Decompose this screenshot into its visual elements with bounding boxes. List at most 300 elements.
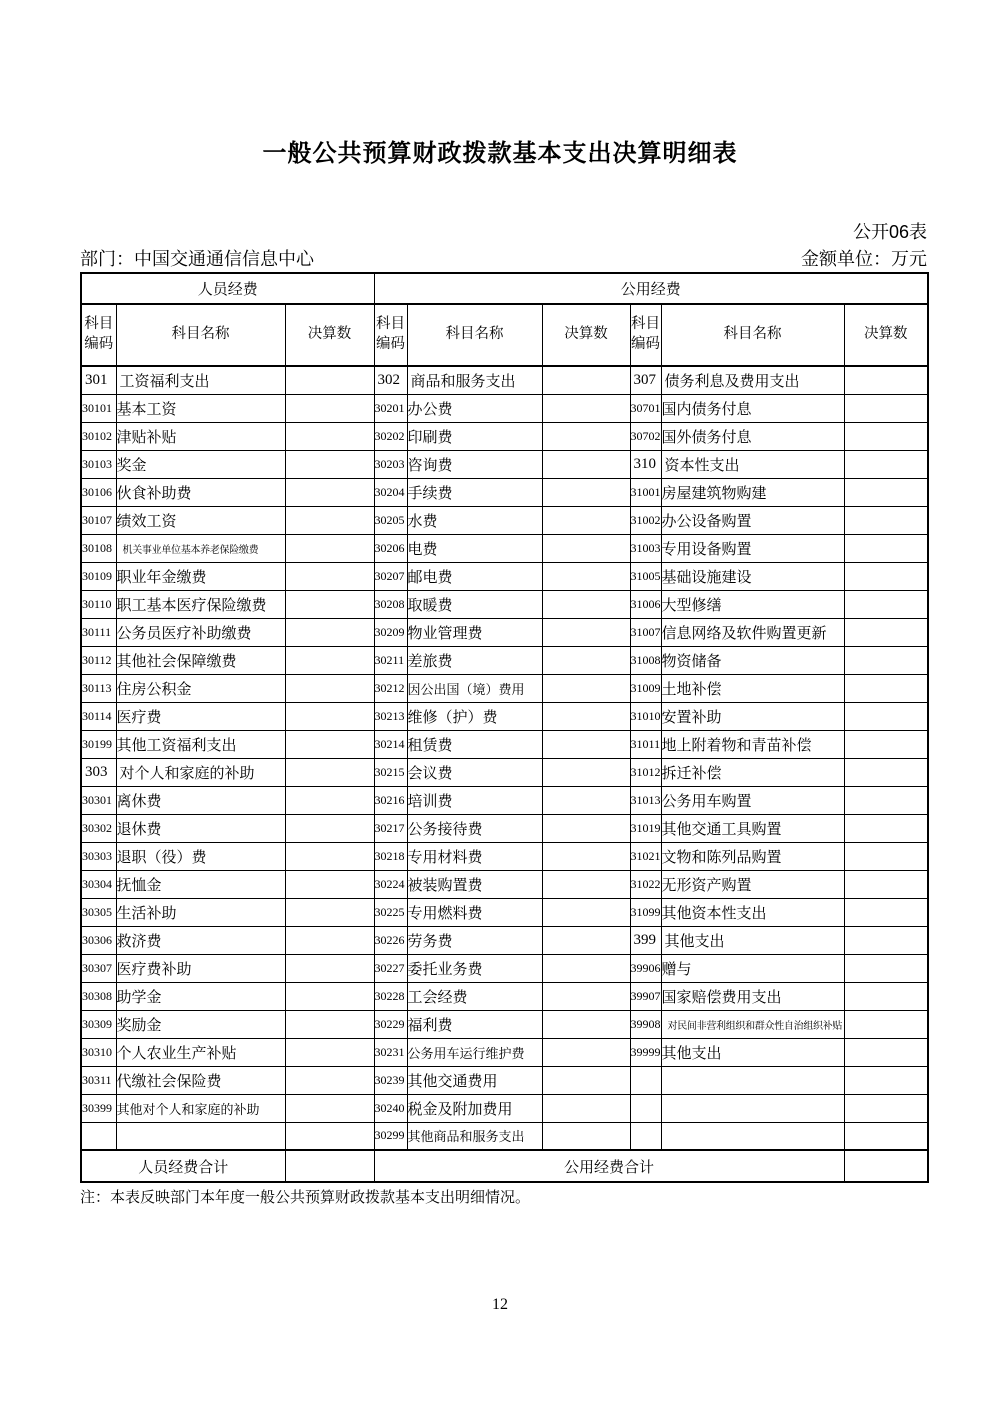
cell-subject-code: 30308 [81, 982, 116, 1010]
cell-subject-code: 30211 [374, 646, 407, 674]
cell-subject-code: 30225 [374, 898, 407, 926]
cell-subject-name: 信息网络及软件购置更新 [661, 618, 844, 646]
cell-final-account-value [285, 870, 374, 898]
cell-subject-code: 39907 [630, 982, 661, 1010]
cell-subject-name: 公务员医疗补助缴费 [116, 618, 285, 646]
cell-final-account-value [285, 534, 374, 562]
cell-final-account-value [285, 702, 374, 730]
cell-final-account-value [542, 394, 630, 422]
cell-final-account-value [285, 954, 374, 982]
table-row [81, 702, 928, 730]
cell-subject-name: 维修（护）费 [407, 702, 542, 730]
cell-final-account-value [844, 506, 928, 534]
cell-subject-name: 资本性支出 [661, 450, 844, 478]
cell-final-account-value [285, 926, 374, 954]
cell-final-account-value [542, 1066, 630, 1094]
cell-subject-code: 30305 [81, 898, 116, 926]
cell-final-account-value [844, 898, 928, 926]
cell-final-account-value [285, 982, 374, 1010]
cell-final-account-value [844, 786, 928, 814]
cell-subject-name: 因公出国（境）费用 [407, 674, 542, 702]
table-row [81, 1094, 928, 1122]
cell-subject-name: 工资福利支出 [116, 366, 285, 394]
cell-final-account-value [844, 366, 928, 394]
cell-final-account-value [542, 1094, 630, 1122]
cell-subject-code: 30102 [81, 422, 116, 450]
cell-final-account-value [844, 478, 928, 506]
cell-final-account-value [844, 674, 928, 702]
cell-subject-code: 30103 [81, 450, 116, 478]
cell-final-account-value [542, 618, 630, 646]
table-row [81, 674, 928, 702]
cell-subject-name: 办公费 [407, 394, 542, 422]
cell-subject-code: 30106 [81, 478, 116, 506]
public-total-label: 公用经费合计 [374, 1150, 844, 1182]
cell-subject-name: 伙食补助费 [116, 478, 285, 506]
cell-subject-name: 福利费 [407, 1010, 542, 1038]
cell-subject-code: 30114 [81, 702, 116, 730]
table-row [81, 478, 928, 506]
cell-subject-code: 30201 [374, 394, 407, 422]
cell-subject-name: 其他商品和服务支出 [407, 1122, 542, 1150]
cell-subject-code: 30208 [374, 590, 407, 618]
cell-subject-code: 30216 [374, 786, 407, 814]
cell-final-account-value [844, 814, 928, 842]
cell-final-account-value [542, 898, 630, 926]
cell-subject-code: 31008 [630, 646, 661, 674]
cell-final-account-value [542, 758, 630, 786]
cell-subject-code: 30702 [630, 422, 661, 450]
cell-final-account-value [844, 870, 928, 898]
cell-final-account-value [542, 1038, 630, 1066]
cell-subject-name: 手续费 [407, 478, 542, 506]
cell-subject-name: 救济费 [116, 926, 285, 954]
cell-subject-name: 代缴社会保险费 [116, 1066, 285, 1094]
col-header-value: 决算数 [285, 304, 374, 366]
cell-subject-name: 物业管理费 [407, 618, 542, 646]
total-row [81, 1150, 928, 1182]
cell-subject-name: 土地补偿 [661, 674, 844, 702]
cell-subject-name: 公务用车运行维护费 [407, 1038, 542, 1066]
sheet-label: 公开06表 [852, 222, 927, 242]
cell-subject-code: 303 [81, 758, 116, 786]
cell-subject-name: 专用燃料费 [407, 898, 542, 926]
cell-subject-code: 31011 [630, 730, 661, 758]
cell-subject-code: 30209 [374, 618, 407, 646]
table-row [81, 1066, 928, 1094]
cell-subject-code: 30113 [81, 674, 116, 702]
cell-final-account-value [844, 954, 928, 982]
cell-subject-code: 30228 [374, 982, 407, 1010]
cell-subject-code [630, 1122, 661, 1150]
cell-final-account-value [844, 1094, 928, 1122]
cell-subject-code [630, 1066, 661, 1094]
cell-subject-name: 其他社会保障缴费 [116, 646, 285, 674]
cell-subject-name: 咨询费 [407, 450, 542, 478]
cell-final-account-value [542, 814, 630, 842]
cell-final-account-value [285, 1094, 374, 1122]
cell-subject-name: 税金及附加费用 [407, 1094, 542, 1122]
table-row [81, 1038, 928, 1066]
cell-final-account-value [285, 394, 374, 422]
cell-final-account-value [542, 422, 630, 450]
cell-subject-code: 30701 [630, 394, 661, 422]
cell-final-account-value [542, 870, 630, 898]
cell-final-account-value [844, 590, 928, 618]
cell-subject-code: 39906 [630, 954, 661, 982]
cell-subject-code: 30306 [81, 926, 116, 954]
table-row [81, 982, 928, 1010]
table-row [81, 646, 928, 674]
cell-subject-code: 30213 [374, 702, 407, 730]
cell-final-account-value [542, 786, 630, 814]
cell-subject-code: 30239 [374, 1066, 407, 1094]
cell-subject-code: 30302 [81, 814, 116, 842]
cell-subject-name: 培训费 [407, 786, 542, 814]
cell-subject-code: 30202 [374, 422, 407, 450]
cell-final-account-value [542, 982, 630, 1010]
cell-subject-name: 其他工资福利支出 [116, 730, 285, 758]
cell-subject-name: 绩效工资 [116, 506, 285, 534]
cell-subject-name: 机关事业单位基本养老保险缴费 [116, 534, 285, 562]
cell-subject-code: 31009 [630, 674, 661, 702]
cell-final-account-value [285, 898, 374, 926]
cell-final-account-value [285, 1122, 374, 1150]
cell-final-account-value [542, 562, 630, 590]
cell-subject-code: 31012 [630, 758, 661, 786]
cell-subject-name: 水费 [407, 506, 542, 534]
cell-subject-code: 30231 [374, 1038, 407, 1066]
cell-final-account-value [844, 1066, 928, 1094]
cell-subject-name: 专用材料费 [407, 842, 542, 870]
cell-subject-code: 31021 [630, 842, 661, 870]
page-number: 12 [492, 1296, 508, 1313]
cell-subject-name: 大型修缮 [661, 590, 844, 618]
cell-subject-code: 30207 [374, 562, 407, 590]
cell-final-account-value [844, 1038, 928, 1066]
col-header-code: 科目编码 [81, 304, 116, 366]
table-row [81, 562, 928, 590]
cell-subject-name [661, 1094, 844, 1122]
cell-subject-name: 债务利息及费用支出 [661, 366, 844, 394]
table-row [81, 758, 928, 786]
cell-subject-name: 生活补助 [116, 898, 285, 926]
cell-subject-code: 30240 [374, 1094, 407, 1122]
unit-label: 金额单位： [801, 249, 891, 269]
cell-final-account-value [285, 758, 374, 786]
cell-final-account-value [285, 562, 374, 590]
public-total-value [844, 1150, 928, 1182]
cell-subject-name: 对个人和家庭的补助 [116, 758, 285, 786]
personnel-total-value [285, 1150, 374, 1182]
cell-subject-code: 39999 [630, 1038, 661, 1066]
cell-subject-name: 住房公积金 [116, 674, 285, 702]
cell-final-account-value [542, 674, 630, 702]
cell-subject-name: 退职（役）费 [116, 842, 285, 870]
cell-subject-code: 30204 [374, 478, 407, 506]
cell-subject-name: 职工基本医疗保险缴费 [116, 590, 285, 618]
cell-final-account-value [285, 674, 374, 702]
col-header-name: 科目名称 [407, 304, 542, 366]
table-row [81, 870, 928, 898]
cell-subject-name: 电费 [407, 534, 542, 562]
cell-subject-code: 31006 [630, 590, 661, 618]
col-header-code: 科目编码 [374, 304, 407, 366]
cell-subject-name: 医疗费 [116, 702, 285, 730]
table-row [81, 618, 928, 646]
cell-subject-name: 公务用车购置 [661, 786, 844, 814]
cell-subject-code: 30203 [374, 450, 407, 478]
cell-subject-code: 310 [630, 450, 661, 478]
cell-subject-name: 租赁费 [407, 730, 542, 758]
cell-subject-name: 对民间非营利组织和群众性自治组织补贴 [661, 1010, 844, 1038]
cell-subject-name: 专用设备购置 [661, 534, 844, 562]
cell-subject-name: 离休费 [116, 786, 285, 814]
table-row [81, 898, 928, 926]
cell-subject-name: 其他交通工具购置 [661, 814, 844, 842]
cell-subject-code: 30109 [81, 562, 116, 590]
table-row [81, 786, 928, 814]
cell-subject-code: 31007 [630, 618, 661, 646]
cell-subject-name: 基本工资 [116, 394, 285, 422]
table-row [81, 590, 928, 618]
cell-subject-code: 30215 [374, 758, 407, 786]
table-row [81, 1010, 928, 1038]
budget-table [80, 272, 929, 1183]
cell-subject-name [116, 1122, 285, 1150]
cell-subject-name: 奖金 [116, 450, 285, 478]
cell-subject-code: 30301 [81, 786, 116, 814]
cell-subject-name: 地上附着物和青苗补偿 [661, 730, 844, 758]
cell-subject-name: 房屋建筑物购建 [661, 478, 844, 506]
cell-subject-name: 被装购置费 [407, 870, 542, 898]
cell-final-account-value [285, 1066, 374, 1094]
cell-final-account-value [844, 618, 928, 646]
cell-subject-name: 奖励金 [116, 1010, 285, 1038]
cell-final-account-value [844, 646, 928, 674]
cell-subject-name: 助学金 [116, 982, 285, 1010]
unit-line [801, 245, 927, 271]
cell-subject-code: 30107 [81, 506, 116, 534]
cell-subject-name: 其他对个人和家庭的补助 [116, 1094, 285, 1122]
cell-subject-code: 30112 [81, 646, 116, 674]
cell-subject-code: 31013 [630, 786, 661, 814]
cell-subject-name: 差旅费 [407, 646, 542, 674]
cell-subject-code: 30310 [81, 1038, 116, 1066]
cell-final-account-value [844, 394, 928, 422]
table-row [81, 506, 928, 534]
cell-subject-name: 个人农业生产补贴 [116, 1038, 285, 1066]
cell-subject-name: 印刷费 [407, 422, 542, 450]
table-row [81, 814, 928, 842]
cell-subject-code: 31022 [630, 870, 661, 898]
group-header-personnel: 人员经费 [81, 273, 374, 304]
table-row [81, 730, 928, 758]
cell-subject-name: 安置补助 [661, 702, 844, 730]
cell-subject-name: 其他支出 [661, 1038, 844, 1066]
cell-subject-code: 39908 [630, 1010, 661, 1038]
cell-subject-name: 无形资产购置 [661, 870, 844, 898]
cell-final-account-value [285, 730, 374, 758]
cell-subject-name: 办公设备购置 [661, 506, 844, 534]
unit-value: 万元 [891, 249, 927, 269]
cell-subject-name [661, 1066, 844, 1094]
cell-subject-name: 取暖费 [407, 590, 542, 618]
cell-subject-code: 30218 [374, 842, 407, 870]
cell-final-account-value [542, 366, 630, 394]
cell-subject-code: 30101 [81, 394, 116, 422]
cell-subject-code: 30214 [374, 730, 407, 758]
cell-final-account-value [285, 814, 374, 842]
cell-subject-code: 30309 [81, 1010, 116, 1038]
cell-final-account-value [285, 1038, 374, 1066]
cell-subject-name: 国家赔偿费用支出 [661, 982, 844, 1010]
page-title: 一般公共预算财政拨款基本支出决算明细表 [262, 140, 738, 167]
cell-subject-code: 30206 [374, 534, 407, 562]
cell-subject-code: 30303 [81, 842, 116, 870]
cell-subject-code: 30110 [81, 590, 116, 618]
col-header-name: 科目名称 [661, 304, 844, 366]
cell-final-account-value [542, 506, 630, 534]
cell-subject-name: 医疗费补助 [116, 954, 285, 982]
cell-subject-code: 30399 [81, 1094, 116, 1122]
cell-subject-code: 30224 [374, 870, 407, 898]
cell-final-account-value [285, 366, 374, 394]
cell-subject-code: 31003 [630, 534, 661, 562]
cell-final-account-value [844, 730, 928, 758]
department-line [80, 245, 314, 271]
cell-final-account-value [285, 506, 374, 534]
cell-final-account-value [844, 842, 928, 870]
table-body [81, 366, 928, 1150]
cell-subject-code: 399 [630, 926, 661, 954]
table-row [81, 450, 928, 478]
col-header-code: 科目编码 [630, 304, 661, 366]
cell-subject-name: 商品和服务支出 [407, 366, 542, 394]
table-row [81, 842, 928, 870]
table-row [81, 534, 928, 562]
cell-final-account-value [285, 422, 374, 450]
cell-subject-code [630, 1094, 661, 1122]
cell-subject-name: 委托业务费 [407, 954, 542, 982]
cell-subject-code: 30108 [81, 534, 116, 562]
cell-subject-code: 31005 [630, 562, 661, 590]
cell-subject-name: 赠与 [661, 954, 844, 982]
cell-subject-name: 职业年金缴费 [116, 562, 285, 590]
cell-subject-code: 31002 [630, 506, 661, 534]
cell-final-account-value [844, 562, 928, 590]
cell-subject-name: 基础设施建设 [661, 562, 844, 590]
cell-subject-name: 退休费 [116, 814, 285, 842]
cell-subject-code: 30227 [374, 954, 407, 982]
cell-final-account-value [844, 534, 928, 562]
cell-subject-code: 31010 [630, 702, 661, 730]
cell-final-account-value [542, 702, 630, 730]
cell-subject-code: 30111 [81, 618, 116, 646]
cell-subject-code: 301 [81, 366, 116, 394]
cell-final-account-value [844, 422, 928, 450]
cell-final-account-value [285, 1010, 374, 1038]
cell-final-account-value [285, 618, 374, 646]
cell-subject-code: 30205 [374, 506, 407, 534]
cell-final-account-value [542, 590, 630, 618]
col-header-value: 决算数 [844, 304, 928, 366]
cell-subject-name: 公务接待费 [407, 814, 542, 842]
cell-final-account-value [844, 926, 928, 954]
cell-final-account-value [844, 1010, 928, 1038]
cell-subject-name: 拆迁补偿 [661, 758, 844, 786]
cell-subject-name: 工会经费 [407, 982, 542, 1010]
cell-final-account-value [844, 1122, 928, 1150]
cell-final-account-value [542, 1122, 630, 1150]
cell-subject-name: 邮电费 [407, 562, 542, 590]
cell-final-account-value [542, 450, 630, 478]
group-header-public: 公用经费 [374, 273, 928, 304]
cell-final-account-value [285, 450, 374, 478]
footnote: 注：本表反映部门本年度一般公共预算财政拨款基本支出明细情况。 [80, 1190, 531, 1206]
cell-subject-code: 30304 [81, 870, 116, 898]
table-row [81, 394, 928, 422]
cell-subject-code: 30217 [374, 814, 407, 842]
table-row [81, 926, 928, 954]
col-header-value: 决算数 [542, 304, 630, 366]
cell-subject-code: 30212 [374, 674, 407, 702]
cell-subject-name [661, 1122, 844, 1150]
cell-subject-name: 抚恤金 [116, 870, 285, 898]
cell-subject-name: 其他资本性支出 [661, 898, 844, 926]
cell-subject-name: 劳务费 [407, 926, 542, 954]
cell-final-account-value [542, 730, 630, 758]
cell-final-account-value [542, 926, 630, 954]
cell-final-account-value [844, 702, 928, 730]
cell-final-account-value [542, 478, 630, 506]
cell-subject-code: 30199 [81, 730, 116, 758]
cell-subject-code: 31001 [630, 478, 661, 506]
column-header-row [81, 304, 928, 366]
table-row [81, 422, 928, 450]
cell-subject-code: 307 [630, 366, 661, 394]
cell-final-account-value [844, 450, 928, 478]
cell-final-account-value [542, 954, 630, 982]
meta-row [80, 245, 927, 271]
cell-final-account-value [285, 478, 374, 506]
cell-final-account-value [844, 758, 928, 786]
cell-final-account-value [285, 590, 374, 618]
cell-subject-name: 其他支出 [661, 926, 844, 954]
cell-final-account-value [285, 646, 374, 674]
cell-subject-code [81, 1122, 116, 1150]
cell-subject-code: 302 [374, 366, 407, 394]
cell-subject-code: 30307 [81, 954, 116, 982]
cell-final-account-value [285, 786, 374, 814]
table-row [81, 954, 928, 982]
cell-subject-code: 31099 [630, 898, 661, 926]
cell-subject-code: 31019 [630, 814, 661, 842]
personnel-total-label: 人员经费合计 [81, 1150, 285, 1182]
cell-subject-name: 国内债务付息 [661, 394, 844, 422]
cell-subject-code: 30311 [81, 1066, 116, 1094]
cell-subject-name: 物资储备 [661, 646, 844, 674]
cell-final-account-value [542, 842, 630, 870]
cell-final-account-value [285, 842, 374, 870]
cell-final-account-value [542, 1010, 630, 1038]
table-row [81, 366, 928, 394]
department-label: 部门： [80, 249, 134, 269]
table-row [81, 1122, 928, 1150]
cell-subject-code: 30229 [374, 1010, 407, 1038]
cell-subject-name: 津贴补贴 [116, 422, 285, 450]
cell-final-account-value [542, 534, 630, 562]
